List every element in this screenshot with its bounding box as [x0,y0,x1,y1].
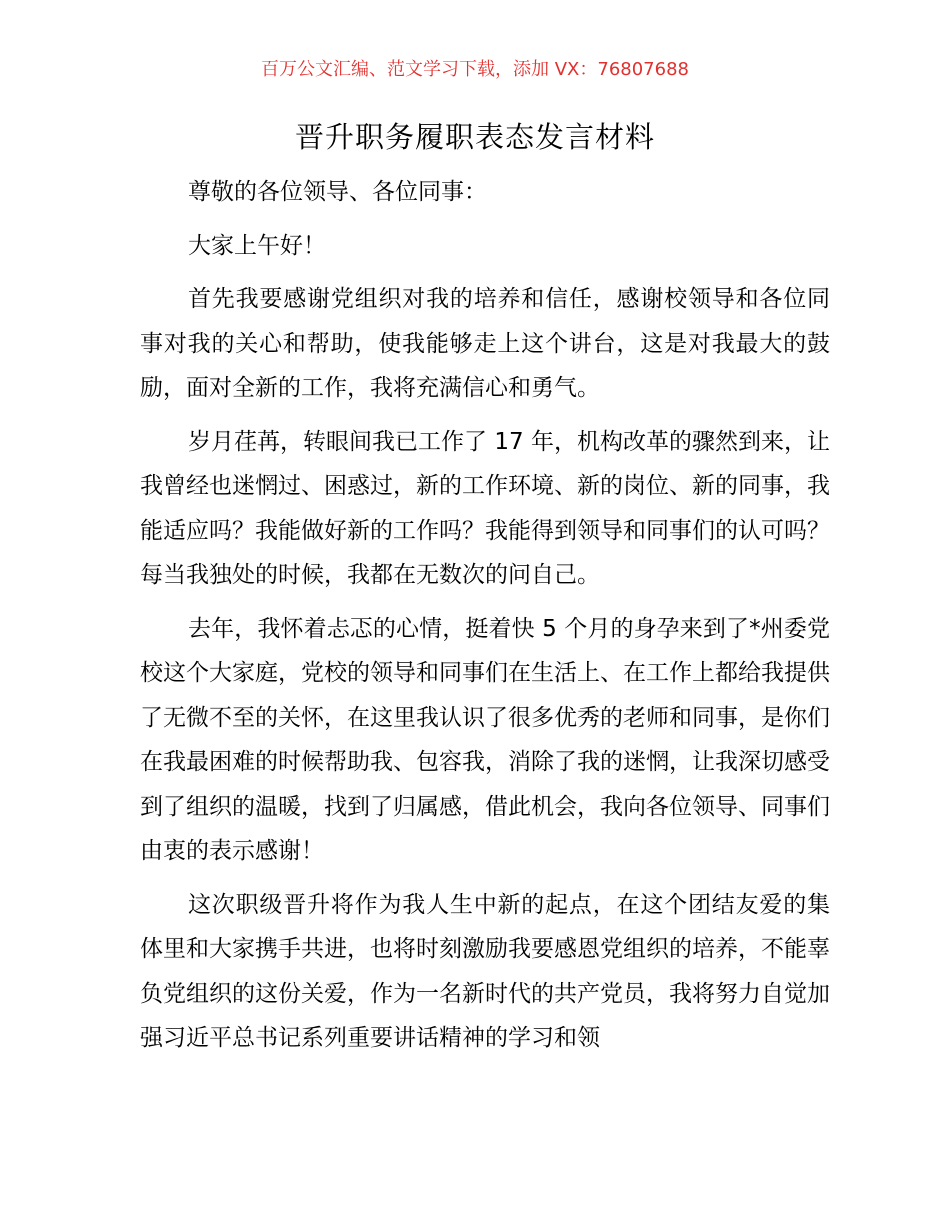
document-title: 晋升职务履职表态发言材料 [294,120,655,154]
paragraph-2: 岁月荏苒，转眼间我已工作了 17 年，机构改革的骤然到来，让我曾经也迷惘过、困惑过，新的工作环境、新的岗位、新的同事，我能适应吗？我能做好新的工作吗？我能得到领导和同事们的认可吗？每当我独处的时候，我都在无数次的问自己。 [140,428,830,588]
greeting: 大家上午好！ [188,232,326,259]
paragraph-4: 这次职级晋升将作为我人生中新的起点，在这个团结友爱的集体里和大家携手共进，也将时刻激励我要感恩党组织的培养，不能辜负党组织的这份关爱，作为一名新时代的共产党员，我将努力自觉加强习近平总书记系列重要讲话精神的学习和领 [140,891,830,1051]
salutation: 尊敬的各位领导、各位同事： [188,179,487,205]
document-body [140,170,830,1070]
paragraph-3: 去年，我怀着忐忑的心情，挺着快 5 个月的身孕来到了*州委党校这个大家庭，党校的领导和同事们在生活上、在工作上都给我提供了无微不至的关怀，在这里我认识了很多优秀的老师和同事，是你们在我最困难的时候帮助我、包容我，消除了我的迷惘，让我深切感受到了组织的温暖，找到了归属感，借此机会，我向各位领导、同事们由衷的表示感谢！ [140,615,830,864]
paragraph-1: 首先我要感谢党组织对我的培养和信任，感谢校领导和各位同事对我的关心和帮助，使我能够走上这个讲台，这是对我最大的鼓励，面对全新的工作，我将充满信心和勇气。 [140,286,830,401]
header-notice: 百万公文汇编、范文学习下载，添加 VX：76807688 [261,59,689,80]
